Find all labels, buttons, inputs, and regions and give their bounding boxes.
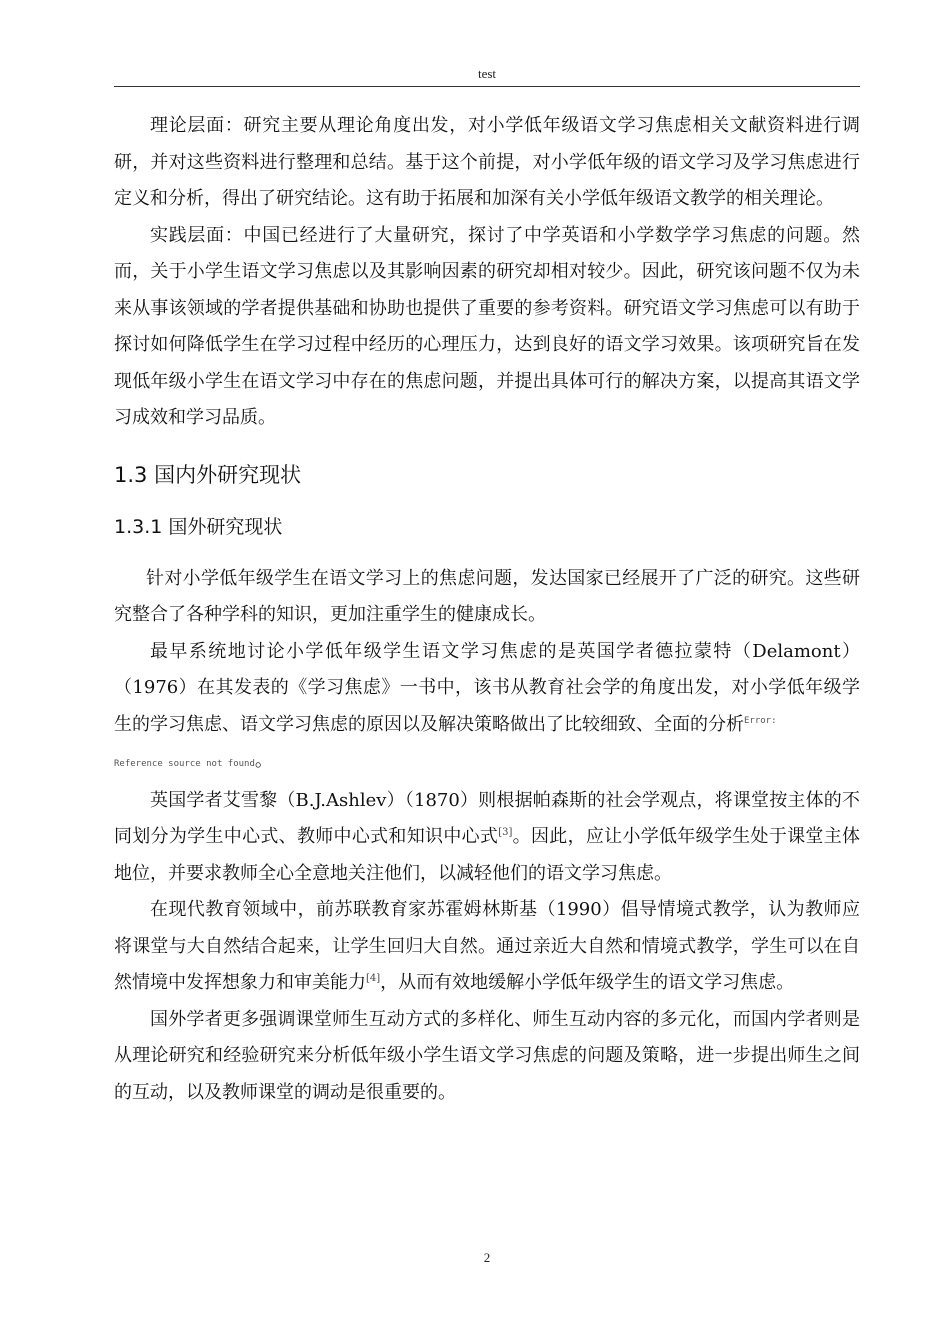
document-body [114,108,860,1111]
page-header: test [477,66,497,81]
citation-3[interactable]: [3] [498,827,513,838]
paragraph-ashlev-rest: 。因此，应让小学低年级学生处于课堂主体地位，并要求教师全心全意地关注他们，以减轻他们的语文学习焦虑。 [114,826,861,884]
paragraph-ashlev-text: 英国学者艾雪黎（B.J.Ashlev）（1870）则根据帕森斯的社会学观点，将课堂按主体的不同划分为学生中心式、教师中心式和知识中心式 [114,789,860,847]
reference-error-a: Error: [744,715,777,726]
paragraph-delamont [114,634,860,783]
paragraph-interaction: 国外学者更多强调课堂师生互动方式的多样化、师生互动内容的多元化，而国内学者则是从理论研究和经验研究来分析低年级小学生语文学习焦虑的问题及策略，进一步提出师生之间的互动，以及教师课堂的调动是很重要的。 [114,1008,860,1103]
header-rule [114,86,860,87]
paragraph-sukhomlinsky-rest: ，从而有效地缓解小学低年级学生的语文学习焦虑。 [380,972,795,993]
citation-4[interactable]: [4] [366,973,381,984]
paragraph-delamont-end: 。 [254,750,273,771]
paragraph-theory: 理论层面：研究主要从理论角度出发，对小学低年级语文学习焦虑相关文献资料进行调研，并对这些资料进行整理和总结。基于这个前提，对小学低年级的语文学习及学习焦虑进行定义和分析，得出了研究结论。这有助于拓展和加深有关小学低年级语文教学的相关理论。 [114,115,860,209]
paragraph-delamont-text: 最早系统地讨论小学低年级学生语文学习焦虑的是英国学者德拉蒙特（Delamont）（1976）在其发表的《学习焦虑》一书中，该书从教育社会学的角度出发，对小学低年级学生的学习焦虑、语文学习焦虑的原因以及解决策略做出了比较细致、全面的分析 [114,640,860,735]
section-heading: 1.3 国内外研究现状 [114,462,302,487]
paragraph-practice: 实践层面：中国已经进行了大量研究，探讨了中学英语和小学数学学习焦虑的问题。然而，关于小学生语文学习焦虑以及其影响因素的研究却相对较少。因此，研究该问题不仅为未来从事该领域的学者提供基础和协助也提供了重要的参考资料。研究语文学习焦虑可以有助于探讨如何降低学生在学习过程中经历的心理压力，达到良好的语文学习效果。该项研究旨在发现低年级小学生在语文学习中存在的焦虑问题，并提出具体可行的解决方案，以提高其语文学习成效和学习品质。 [114,224,860,428]
paragraph-sukhomlinsky [114,892,860,1002]
page-number: 2 [483,1250,491,1265]
paragraph-ashlev [114,783,860,893]
reference-error-b: Reference source not found [114,759,255,769]
paragraph-foreign-overview: 针对小学低年级学生在语文学习上的焦虑问题，发达国家已经展开了广泛的研究。这些研究整合了各种学科的知识，更加注重学生的健康成长。 [114,567,860,625]
paragraph-sukhomlinsky-text: 在现代教育领域中，前苏联教育家苏霍姆林斯基（1990）倡导情境式教学，认为教师应将课堂与大自然结合起来，让学生回归大自然。通过亲近大自然和情境式教学，学生可以在自然情境中发挥想象力和审美能力 [114,899,860,993]
subsection-heading: 1.3.1 国外研究现状 [114,515,283,538]
